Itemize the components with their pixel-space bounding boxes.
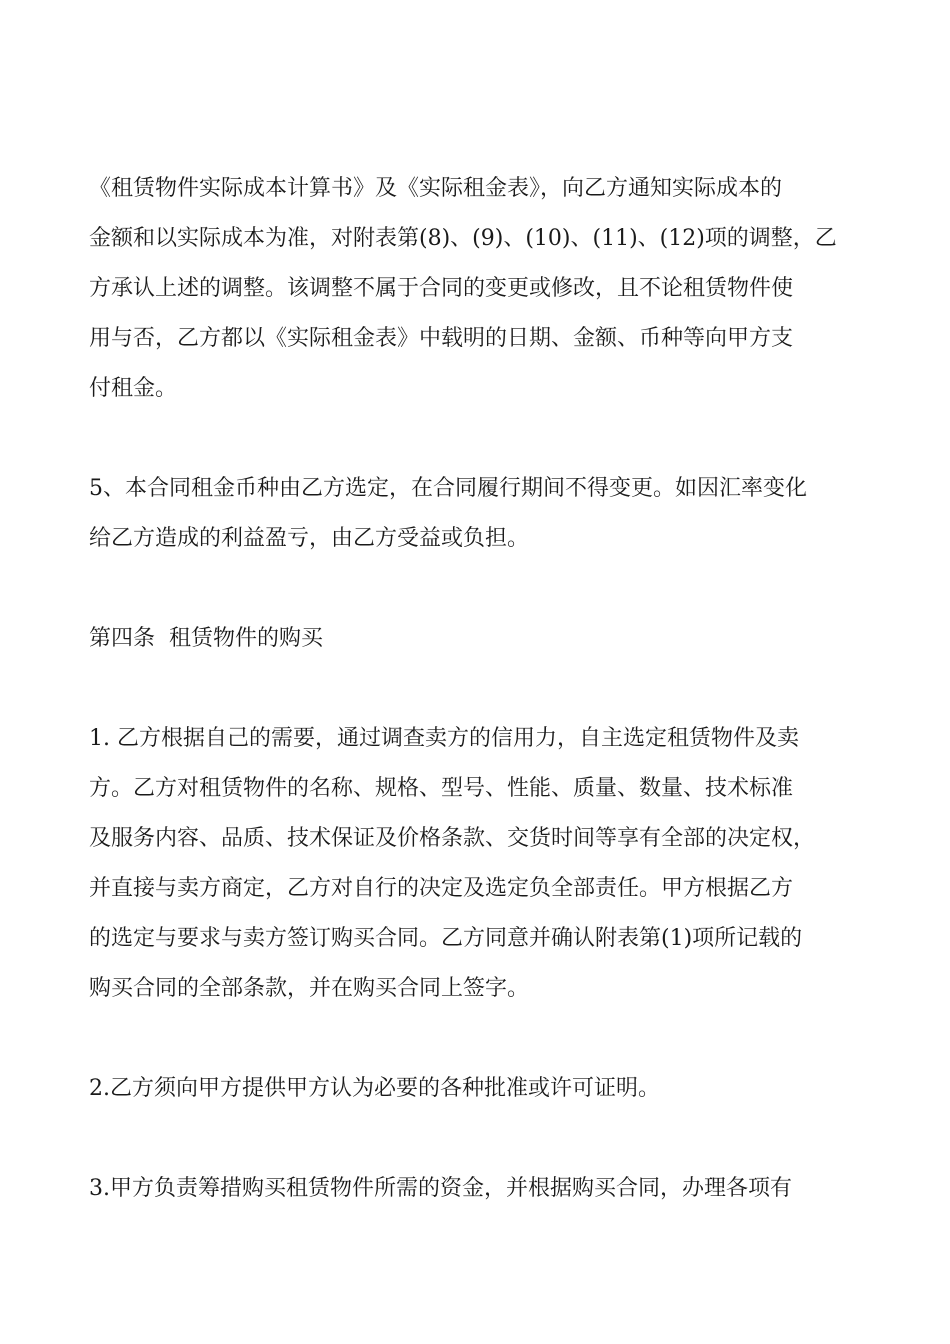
paragraph-article-4-item-2: [89, 1064, 869, 1114]
text-line: 用与否，乙方都以《实际租金表》中载明的日期、金额、币种等向甲方支: [89, 326, 794, 351]
paragraph-spacer: [89, 564, 869, 614]
article-4-heading: [89, 614, 869, 664]
text-line: 3.甲方负责筹措购买租赁物件所需的资金，并根据购买合同，办理各项有: [89, 1176, 792, 1201]
paragraph-article-4-item-3: [89, 1164, 869, 1214]
text-line: 1. 乙方根据自己的需要，通过调查卖方的信用力，自主选定租赁物件及卖: [89, 726, 799, 751]
text-line: 的选定与要求与卖方签订购买合同。乙方同意并确认附表第(1)项所记载的: [89, 926, 803, 951]
text-line: 2.乙方须向甲方提供甲方认为必要的各种批准或许可证明。: [89, 1076, 660, 1101]
text-line: 购买合同的全部条款，并在购买合同上签字。: [89, 976, 530, 1001]
paragraph-rent-adjustment: [89, 164, 869, 414]
text-line: 给乙方造成的利益盈亏，由乙方受益或负担。: [89, 526, 530, 551]
heading-text: 第四条 租赁物件的购买: [89, 626, 323, 651]
document-body: [89, 164, 869, 1214]
paragraph-clause-5: [89, 464, 869, 564]
text-line: 5、本合同租金币种由乙方选定，在合同履行期间不得变更。如因汇率变化: [89, 476, 807, 501]
text-line: 方承认上述的调整。该调整不属于合同的变更或修改，且不论租赁物件使: [89, 276, 794, 301]
text-line: 金额和以实际成本为准，对附表第(8)、(9)、(10)、(11)、(12)项的调整，乙: [89, 226, 837, 251]
paragraph-spacer: [89, 1014, 869, 1064]
text-line: 付租金。: [89, 376, 178, 401]
text-line: 并直接与卖方商定，乙方对自行的决定及选定负全部责任。甲方根据乙方: [89, 876, 794, 901]
text-line: 及服务内容、品质、技术保证及价格条款、交货时间等享有全部的决定权，: [89, 826, 816, 851]
paragraph-spacer: [89, 1114, 869, 1164]
paragraph-spacer: [89, 664, 869, 714]
paragraph-article-4-item-1: [89, 714, 869, 1014]
paragraph-spacer: [89, 414, 869, 464]
text-line: 《租赁物件实际成本计算书》及《实际租金表》，向乙方通知实际成本的: [89, 176, 783, 201]
text-line: 方。乙方对租赁物件的名称、规格、型号、性能、质量、数量、技术标准: [89, 776, 794, 801]
